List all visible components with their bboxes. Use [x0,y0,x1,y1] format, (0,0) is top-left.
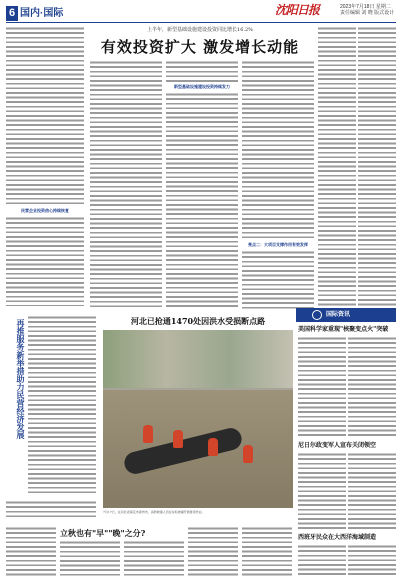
photo-story-headline: 河北已抢通1470处因洪水受损断点路 [130,316,266,326]
right-col-2 [358,26,396,306]
intl-story-3-text-b [348,544,396,577]
bottom-col-3 [124,540,184,576]
photo-caption: 7月17日，在河北省保定市涿州市，消防救援人员在东仙坡镇开展排涝作业。 [103,510,205,514]
lead-col-2 [166,60,238,82]
international-band-label: 国际资讯 [326,312,351,318]
bottom-col-1 [6,526,56,576]
bottom-col-2 [60,540,120,576]
photo-rescuer [143,425,153,443]
sidebar-story-text [28,315,96,495]
sidebar-story-title: 再推服务新举措助力民营经济发展 [16,319,26,439]
globe-icon [312,310,322,320]
intl-story-2-text-b [348,452,396,530]
lead-col-2b [166,92,238,310]
intl-story-1-text-b [348,336,396,436]
flood-rescue-photo [103,330,293,508]
left-subhead: 民营企业投资信心持续恢复 [21,208,69,213]
newspaper-logo: 沈阳日报 [275,3,320,17]
intl-story-1-text-a [298,336,346,436]
editor-text: 责任编辑 刘 晓 版式设计 [340,10,395,16]
bottom-col-4 [188,526,238,576]
photo-trees [103,330,293,388]
intl-story-1-headline: 美国科学家重现"核聚变点火"突破 [298,326,389,333]
left-column-text-3 [6,500,96,520]
lead-subhead-1: 新型基础设施建设投资持续发力 [174,84,230,89]
left-column-text-2 [6,216,84,306]
photo-rescuer [243,445,253,463]
intl-story-3-headline: 西班牙民众在大西洋海域制造 [298,534,377,541]
photo-rescuer [208,438,218,456]
lead-col-3b [242,250,314,310]
sidebar-story-box [6,315,96,495]
date-text: 2023年7月18日 星期二 [340,4,391,10]
page-number: 6 [6,6,18,21]
lead-col-3 [242,60,314,240]
intl-story-2-headline: 尼日尔政变军人宣布关闭领空 [298,442,377,449]
lead-col-1 [90,60,162,310]
lead-subhead-2: 亮点二：大项目支撑作用有效发挥 [248,242,308,247]
date-line [340,4,400,16]
intl-story-3-text-a [298,544,346,577]
header-rule [6,22,396,23]
lead-kicker: 上半年，新型基础设施建设投资同比增长16.2% [147,27,253,33]
intl-story-2-text-a [298,452,346,530]
international-band [296,308,396,322]
section-title: 国内·国际 [20,8,64,19]
bottom-col-5 [242,526,292,576]
lead-headline: 有效投资扩大 激发增长动能 [100,38,300,56]
bottom-headline: 立秋也有"早""晚"之分? [60,528,146,538]
left-column-text-1 [6,26,84,206]
right-col-1 [318,26,356,306]
photo-rescuer [173,430,183,448]
